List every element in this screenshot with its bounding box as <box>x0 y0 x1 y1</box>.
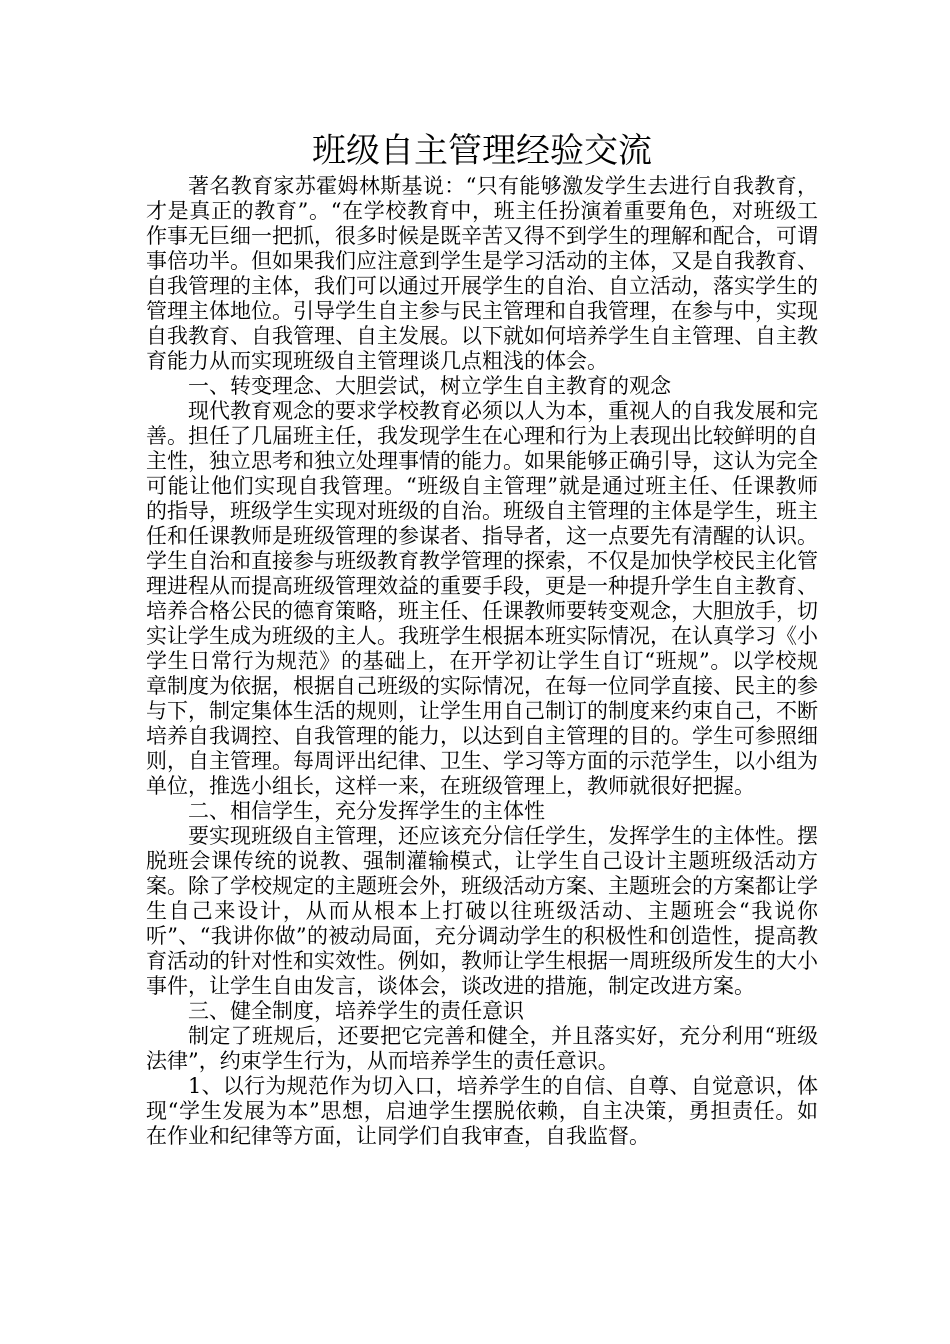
section-3-item-1: 1、以行为规范作为切入口，培养学生的自信、自尊、自觉意识，体现“学生发展为本”思想，启迪学生摆脱依赖，自主决策，勇担责任。如在作业和纪律等方面，让同学们自我审查，自我监督。 <box>146 1074 818 1148</box>
document-page <box>146 128 818 1149</box>
document-title: 班级自主管理经验交流 <box>312 131 652 171</box>
section-1-paragraph: 现代教育观念的要求学校教育必须以人为本，重视人的自我发展和完善。担任了几届班主任，我发现学生在心理和行为上表现出比较鲜明的自主性，独立思考和独立处理事情的能力。如果能够正确引导，这认为完全可能让他们实现自我管理。“班级自主管理”就是通过班主任、任课教师的指导，班级学生实现对班级的自治。班级自主管理的主体是学生，班主任和任课教师是班级管理的参谋者、指导者，这一点要先有清醒的认识。学生自治和直接参与班级教育教学管理的探索，不仅是加快学校民主化管理进程从而提高班级管理效益的重要手段，更是一种提升学生自主教育、培养合格公民的德育策略，班主任、任课教师要转变观念，大胆放手，切实让学生成为班级的主人。我班学生根据本班实际情况，在认真学习《小学生日常行为规范》的基础上，在开学初让学生自订“班规”。以学校规章制度为依据，根据自己班级的实际情况，在每一位同学直接、民主的参与下，制定集体生活的规则，让学生用自己制订的制度来约束自己，不断培养自我调控、自我管理的能力，以达到自主管理的目的。学生可参照细则，自主管理。每周评出纪律、卫生、学习等方面的示范学生，以小组为单位，推选小组长，这样一来，在班级管理上，教师就很好把握。 <box>146 399 818 798</box>
section-heading-3: 三、健全制度，培养学生的责任意识 <box>188 999 524 1023</box>
section-2-paragraph: 要实现班级自主管理，还应该充分信任学生，发挥学生的主体性。摆脱班会课传统的说教、强制灌输模式，让学生自己设计主题班级活动方案。除了学校规定的主题班会外，班级活动方案、主题班会的方案都让学生自己来设计，从而从根本上打破以往班级活动、主题班会“我说你听”、“我讲你做”的被动局面，充分调动学生的积极性和创造性，提高教育活动的针对性和实效性。例如，教师让学生根据一周班级所发生的大小事件，让学生自由发言，谈体会，谈改进的措施，制定改进方案。 <box>146 824 818 998</box>
section-heading-2: 二、相信学生，充分发挥学生的主体性 <box>188 799 545 823</box>
section-3-paragraph: 制定了班规后，还要把它完善和健全，并且落实好，充分利用“班级法律”，约束学生行为，从而培养学生的责任意识。 <box>146 1024 818 1073</box>
intro-paragraph: 著名教育家苏霍姆林斯基说：“只有能够激发学生去进行自我教育，才是真正的教育”。“在学校教育中，班主任扮演着重要角色，对班级工作事无巨细一把抓，很多时候是既辛苦又得不到学生的理解和配合，可谓事倍功半。但如果我们应注意到学生是学习活动的主体，又是自我教育、自我管理的主体，我们可以通过开展学生的自治、自立活动，落实学生的管理主体地位。引导学生自主参与民主管理和自我管理，在参与中，实现自我教育、自我管理、自主发展。以下就如何培养学生自主管理、自主教育能力从而实现班级自主管理谈几点粗浅的体会。 <box>146 174 818 373</box>
section-heading-1: 一、转变理念、大胆尝试，树立学生自主教育的观念 <box>188 374 671 398</box>
